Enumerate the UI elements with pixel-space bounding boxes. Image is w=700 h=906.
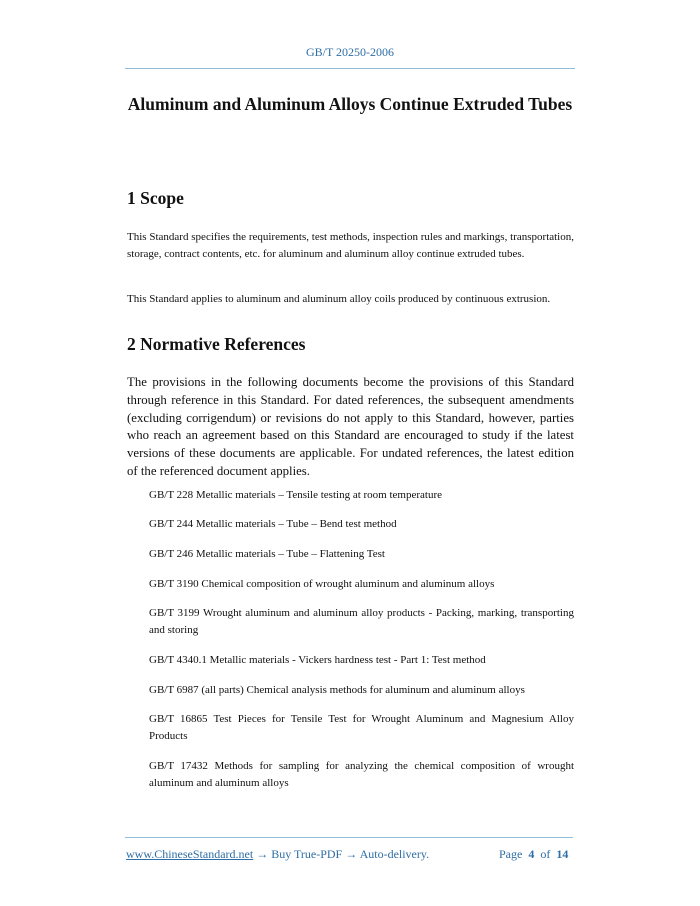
reference-item: GB/T 3190 Chemical composition of wrought aluminum and aluminum alloys — [149, 578, 495, 590]
site-link[interactable]: www.ChineseStandard.net — [126, 847, 254, 861]
reference-item: GB/T 16865 Test Pieces for Tensile Test for Wrought Aluminum and Magnesium Alloy Products — [149, 713, 574, 742]
section-heading-scope: 1 Scope — [127, 188, 184, 208]
footer-promo — [126, 847, 429, 862]
section-heading-normative-references: 2 Normative References — [127, 334, 306, 354]
page-label: Page — [499, 847, 523, 861]
page-indicator — [499, 847, 568, 862]
reference-item: GB/T 4340.1 Metallic materials - Vickers hardness test - Part 1: Test method — [149, 654, 486, 666]
footer-divider — [125, 837, 573, 838]
document-title: Aluminum and Aluminum Alloys Continue Extruded Tubes — [127, 94, 573, 114]
reference-item: GB/T 228 Metallic materials – Tensile testing at room temperature — [149, 489, 442, 501]
header-standard-code: GB/T 20250-2006 — [305, 45, 395, 59]
reference-item: GB/T 244 Metallic materials – Tube – Bend test method — [149, 518, 397, 530]
reference-item: GB/T 17432 Methods for sampling for analyzing the chemical composition of wrought aluminum and aluminum alloys — [149, 760, 574, 789]
current-page-number: 4 — [528, 847, 535, 861]
reference-item: GB/T 246 Metallic materials – Tube – Flattening Test — [149, 548, 385, 560]
normative-intro-paragraph: The provisions in the following documents become the provisions of this Standard through reference in this Standard. For dated references, the subsequent amendments (excluding corrigendum) or revisions do not apply to this Standard, however, parties who reach an agreement based on this Standard are encouraged to study if the latest versions of these documents are applicable. For undated references, the latest edition of the referenced document applies. — [127, 375, 574, 478]
footer-promo-text: → Buy True-PDF → Auto-delivery. — [253, 847, 430, 861]
of-label: of — [540, 847, 551, 861]
total-pages-number: 14 — [556, 847, 569, 861]
reference-item: GB/T 3199 Wrought aluminum and aluminum alloy products - Packing, marking, transporting and storing — [149, 607, 574, 636]
scope-paragraph-2: This Standard applies to aluminum and aluminum alloy coils produced by continuous extrusion. — [127, 293, 551, 305]
header-divider — [125, 68, 575, 69]
reference-item: GB/T 6987 (all parts) Chemical analysis methods for aluminum and aluminum alloys — [149, 684, 525, 696]
scope-paragraph-1: This Standard specifies the requirements, test methods, inspection rules and markings, transportation, storage, contract contents, etc. for aluminum and aluminum alloy continue extruded tubes. — [127, 231, 574, 260]
